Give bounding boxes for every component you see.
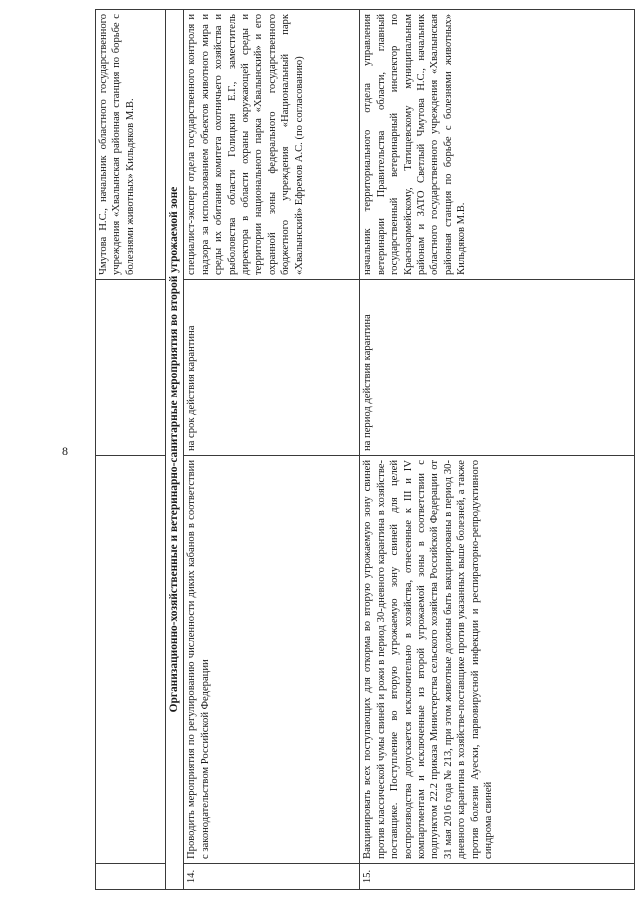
row-number-cell: 14. — [184, 864, 360, 890]
row-number-cell: 15. — [360, 864, 635, 890]
table-row — [96, 10, 166, 890]
responsible-cell: Чмутова Н.С., начальник областного государственного учреждения «Хвалынская районная станция по борьбе с болезнями животных» Кильдяков М.В. — [96, 10, 166, 280]
rotated-page-content — [95, 10, 635, 890]
section-header-row — [166, 10, 184, 890]
term-cell: на период действия карантина — [360, 280, 635, 456]
term-cell — [96, 280, 166, 456]
row-number-cell — [96, 864, 166, 890]
action-cell: Вакцинировать всех поступающих для откорма во вторую угрожаемую зону свиней против классической чумы свиней и рожи в период 30-дневного карантина в хозяйстве-поставщике. Поступление во вторую угрожаемую зону свиней для целей воспроизводства допускается исключительно в хозяйства, отнесенные к III и IV компартментам и исключенные из второй угрожаемой зоны в соответствии с подпунктом 22.2 приказа Министерства сельского хозяйства Российской Федерации от 31 мая 2016 года № 213, при этом животные должны быть вакцинированы в период 30-дневного карантина в хозяйстве-поставщике против указанных выше болезней, а также против болезни Ауески, парвовирусной инфекции и респираторно-репродуктивного синдрома свиней — [360, 456, 635, 864]
measures-table — [95, 9, 635, 890]
action-cell: Проводить мероприятия по регулированию численности диких кабанов в соответствии с законодательством Российской Федерации — [184, 456, 360, 864]
action-cell — [96, 456, 166, 864]
responsible-cell: начальник территориального отдела управления ветеринарии Правительства области, главный государственный ветеринарный инспектор по Красноармейскому, Татищевскому муниципальным районам и ЗАТО Светлый Чмутова Н.С., начальник областного государственного учреждения «Хвалынская районная станция по борьбе с болезнями животных» Кильдяков М.В. — [360, 10, 635, 280]
table-row — [184, 10, 360, 890]
page-number: 8 — [62, 444, 68, 458]
table-row — [360, 10, 635, 890]
section-title: Организационно-хозяйственные и ветеринарно-санитарные мероприятия во второй угрожаемой зоне — [166, 10, 184, 890]
responsible-cell: специалист-эксперт отдела государственного контроля и надзора за использованием объектов животного мира и среды их обитания комитета охотничьего хозяйства и рыболовства области Голицкин Е.Г., заместитель директора в области охраны окружающей среды и территории национального парка «Хвалынский» и его охранной зоны федерального государственного бюджетного учреждения «Национальный парк «Хвалынский» Ефремов А.С. (по согласованию) — [184, 10, 360, 280]
term-cell: на срок действия карантина — [184, 280, 360, 456]
